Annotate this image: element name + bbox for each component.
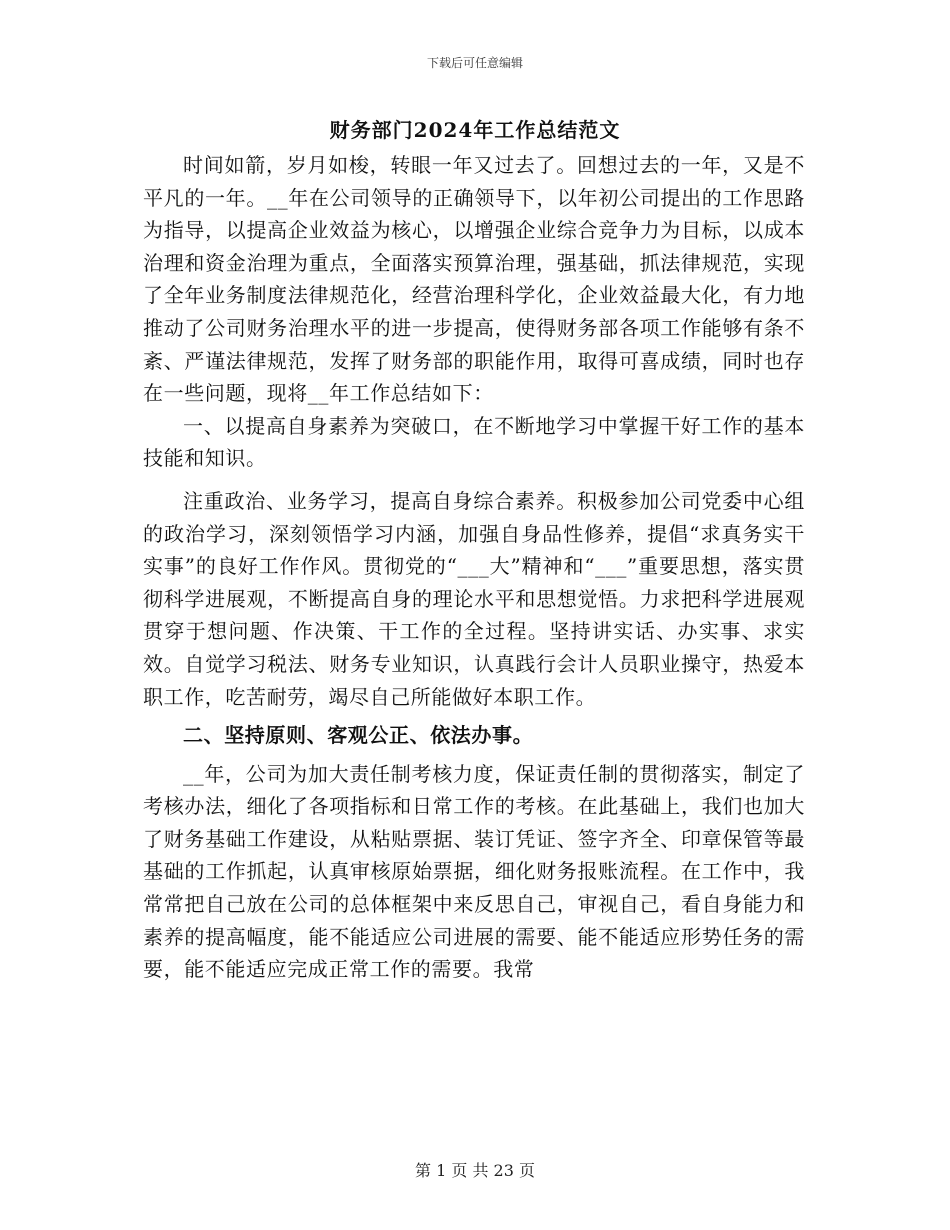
paragraph-intro: 时间如箭，岁月如梭，转眼一年又过去了。回想过去的一年，又是不平凡的一年。__年在公司领导的正确领导下，以年初公司提出的工作思路为指导，以提高企业效益为核心，以增强企业综合竞争力为目标，以成本治理和资金治理为重点，全面落实预算治理，强基础，抓法律规范，实现了全年业务制度法律规范化，经营治理科学化，企业效益最大化，有力地推动了公司财务治理水平的进一步提高，使得财务部各项工作能够有条不紊、严谨法律规范，发挥了财务部的职能作用，取得可喜成绩，同时也存在一些问题，现将__年工作总结如下： — [143, 153, 805, 406]
paragraph-section-2-body: __年，公司为加大责任制考核力度，保证责任制的贯彻落实，制定了考核办法，细化了各项指标和日常工作的考核。在此基础上，我们也加大了财务基础工作建设，从粘贴票据、装订凭证、签字齐全、印章保管等最基础的工作抓起，认真审核原始票据，细化财务报账流程。在工作中，我常常把自己放在公司的总体框架中来反思自己，审视自己，看自身能力和素养的提高幅度，能不能适应公司进展的需要、能不能适应形势任务的需要，能不能适应完成正常工作的需要。我常 — [143, 761, 805, 982]
paragraph-section-2-heading: 二、坚持原则、客观公正、依法办事。 — [183, 723, 534, 748]
document-body — [143, 149, 805, 986]
header-note: 下载后可任意编辑 — [426, 56, 523, 70]
paragraph-section-1-body: 注重政治、业务学习，提高自身综合素养。积极参加公司党委中心组的政治学习，深刻领悟学习内涵，加强自身品性修养，提倡“求真务实干实事”的良好工作作风。贯彻党的“___大”精神和“___”重要思想，落实贯彻科学进展观，不断提高自身的理论水平和思想觉悟。力求把科学进展观贯穿于想问题、作决策、干工作的全过程。坚持讲实话、办实事、求实效。自觉学习税法、财务专业知识，认真践行会计人员职业操守，热爱本职工作，吃苦耐劳，竭尽自己所能做好本职工作。 — [143, 488, 805, 709]
page-footer: 第 1 页 共 23 页 — [415, 1161, 535, 1180]
paragraph-section-1-heading: 一、以提高自身素养为突破口，在不断地学习中掌握干好工作的基本技能和知识。 — [143, 413, 805, 471]
document-title: 财务部门2024年工作总结范文 — [329, 118, 621, 142]
